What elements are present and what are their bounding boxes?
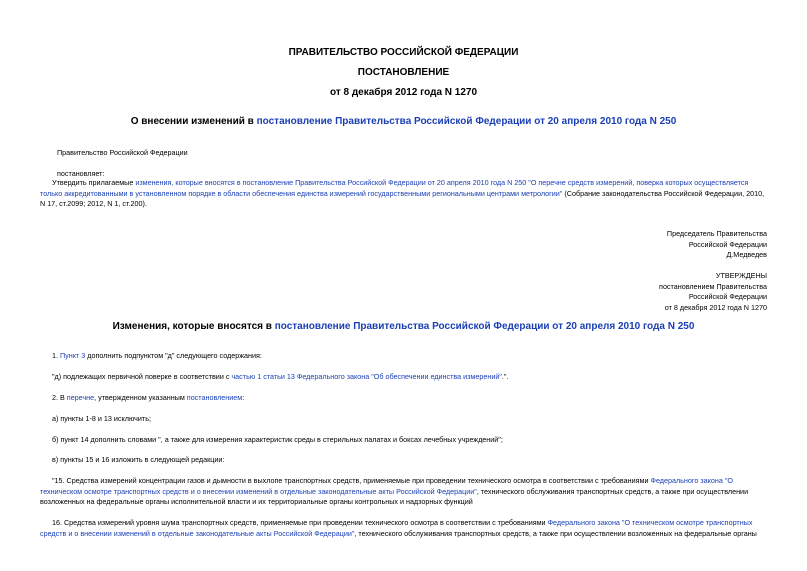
item-2-a: а) пункты 1-8 и 13 исключить;	[52, 414, 151, 423]
changes-title	[0, 321, 807, 332]
approve-suffix: (Собрание законодательства Российской Федерации, 2010, N 17, ст.2099; 2012, N 1, ст.200).	[40, 188, 765, 208]
item-16-prefix: 16. Средства измерений уровня шума транспортных средств, применяемые при проведении технического осмотра в соответствии с требованиями	[52, 518, 548, 527]
approve-prefix: Утвердить прилагаемые	[52, 178, 136, 187]
signature-line-2: Российской Федерации	[688, 239, 767, 249]
item-1-link[interactable]: Пункт 3	[60, 351, 86, 360]
document-title-link[interactable]: постановление Правительства Российской Федерации от 20 апреля 2010 года N 250	[256, 116, 677, 127]
item-2-link-decree[interactable]: постановлением	[186, 393, 243, 402]
header-doc-type: ПОСТАНОВЛЕНИЕ	[357, 67, 450, 78]
item-1-text: дополнить подпунктом "д" следующего содержания:	[85, 351, 262, 360]
decrees-text: постановляет:	[57, 169, 105, 178]
item-1-d-suffix: .".	[501, 372, 509, 381]
item-15-prefix: "15. Средства измерений концентрации газов и дымности в выхлопе транспортных средств, применяемые при проведении технического осмотра в соответствии с требованиями	[52, 476, 651, 485]
item-2-v: в) пункты 15 и 16 изложить в следующей редакции:	[52, 455, 225, 464]
item-2	[52, 393, 244, 404]
item-2-link-list[interactable]: перечне	[66, 393, 95, 402]
item-2-suffix: :	[242, 393, 245, 402]
header-date: от 8 декабря 2012 года N 1270	[329, 87, 478, 98]
item-2-mid: , утвержденном указанным	[94, 393, 187, 402]
item-1	[52, 351, 262, 362]
changes-title-link[interactable]: постановление Правительства Российской Федерации от 20 апреля 2010 года N 250	[274, 321, 695, 332]
approved-line-4: от 8 декабря 2012 года N 1270	[664, 302, 767, 312]
item-16	[40, 518, 768, 539]
signature-block	[667, 229, 767, 261]
signature-line-3: Д.Медведев	[726, 250, 767, 259]
item-15	[40, 476, 768, 508]
document-title-prefix: О внесении изменений в	[130, 116, 257, 127]
item-16-suffix: , технического обслуживания транспортных средств, а также при осуществлении возложенных на федеральные органы	[354, 528, 757, 538]
item-1-d-prefix: "д) подлежащих первичной поверке в соответствии с	[52, 372, 232, 381]
item-1-num: 1.	[52, 351, 60, 360]
item-16-link[interactable]: Федерального закона "О техническом осмотре транспортных средств и о внесении изменений в отдельные законодательные акты Российской Федерации"	[40, 518, 753, 538]
document-title	[0, 116, 807, 127]
approved-line-1: УТВЕРЖДЕНЫ	[715, 271, 767, 280]
header-org: ПРАВИТЕЛЬСТВО РОССИЙСКОЙ ФЕДЕРАЦИИ	[288, 47, 519, 58]
item-15-link[interactable]: Федерального закона "О техническом осмотре транспортных средств и о внесении изменений в отдельные законодательные акты Российской Федерации"	[40, 476, 733, 496]
approved-line-3: Российской Федерации	[688, 292, 767, 301]
issuer: Правительство Российской Федерации	[57, 148, 188, 157]
approved-line-2: постановлением Правительства	[659, 281, 767, 291]
item-2-b: б) пункт 14 дополнить словами ", а также для измерения характеристик среды в стерильных палатах и боксах лечебных учреждений";	[52, 435, 503, 444]
approved-block	[659, 271, 767, 313]
changes-title-prefix: Изменения, которые вносятся в	[112, 321, 275, 332]
approve-link[interactable]: изменения, которые вносятся в постановление Правительства Российской Федерации от 20 апреля 2010 года N 250 "О перечне средств измерений, поверка которых осуществляется только аккредитованными в установленном порядке в области обеспечения единства измерений государственными региональными центрами метрологии"	[40, 178, 749, 198]
approve-paragraph	[40, 178, 768, 210]
signature-line-1: Председатель Правительства	[666, 229, 767, 238]
item-1-d-link[interactable]: частью 1 статьи 13 Федерального закона "Об обеспечении единства измерений"	[231, 372, 502, 381]
item-2-prefix: 2. В	[52, 393, 67, 402]
item-1-d	[52, 372, 508, 383]
item-15-suffix: , технического обслуживания транспортных средств, а также при осуществлении возложенных на федеральные органы исполнительной власти и их территориальные органы контрольных и надзорных функций	[40, 486, 749, 506]
